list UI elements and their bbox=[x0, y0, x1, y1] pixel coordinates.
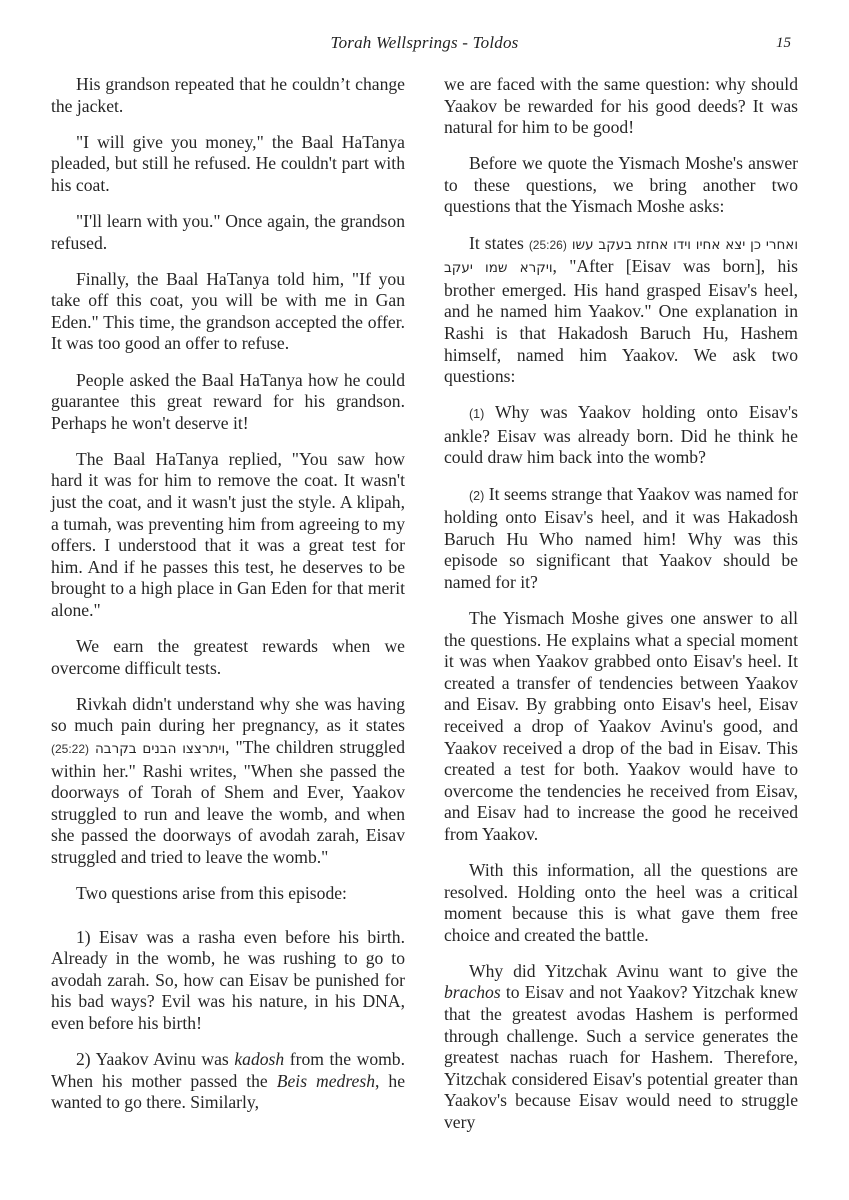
text: to Eisav and not Yaakov? Yitzchak knew that the greatest avodas Hashem is performed through challenge. Such a service generates the greatest nachas ruach for Hashem. Therefore, Yitzchak considered Eisav's potential greater than Yaakov's because Eisav would need to struggle very bbox=[444, 982, 798, 1133]
paragraph: We earn the greatest rewards when we overcome difficult tests. bbox=[51, 636, 405, 678]
question-2 bbox=[444, 484, 798, 594]
paragraph: Before we quote the Yismach Moshe's answer to these questions, we bring another two questions that the Yismach Moshe asks: bbox=[444, 153, 798, 217]
italic-term: brachos bbox=[444, 982, 501, 1003]
book-title: Torah Wellsprings - Toldos bbox=[330, 33, 519, 52]
paragraph-with-verse bbox=[444, 233, 798, 388]
text: 2) Yaakov Avinu was bbox=[76, 1049, 235, 1070]
paragraph: "I will give you money," the Baal HaTanya pleaded, but still he refused. He couldn't part with his coat. bbox=[51, 131, 405, 195]
paragraph bbox=[444, 961, 798, 1134]
page-number: 15 bbox=[776, 35, 791, 51]
paragraph: With this information, all the questions are resolved. Holding onto the heel was a critical moment because this is what gave them free choice and created the battle. bbox=[444, 860, 798, 945]
italic-term: kadosh bbox=[234, 1049, 285, 1070]
italic-term: Beis medresh bbox=[276, 1070, 375, 1091]
hebrew-quote: ואחרי כן יצא אחיו וידו אחזת בעקב עשו ויקרא שמו יעקב bbox=[444, 236, 798, 277]
text: , he wanted to go there. Similarly, bbox=[51, 1070, 405, 1113]
paragraph: His grandson repeated that he couldn’t change the jacket. bbox=[51, 74, 405, 116]
text: , "The children struggled within her." Rashi writes, "When she passed the doorways of Torah of Shem and Ever, Yaakov struggled to run and leave the womb, and when she passed the doorways of avodah zarah, Eisav struggled and tried to leave the womb." bbox=[51, 736, 405, 867]
text: Why did Yitzchak Avinu want to give the bbox=[469, 960, 798, 981]
question-1 bbox=[444, 402, 798, 469]
text: It seems strange that Yaakov was named for holding onto Eisav's heel, and it was Hakadosh Baruch Hu Who named him! Why was this episode so significant that Yaakov should be named for it? bbox=[444, 483, 798, 592]
question-2 bbox=[51, 1049, 405, 1114]
paragraph-with-verse bbox=[51, 694, 405, 869]
paragraph: The Yismach Moshe gives one answer to all the questions. He explains what a special moment it was when Yaakov grabbed onto Eisav's heel. It created a transfer of tendencies between Yaakov and Eisav. By grabbing onto Eisav's heel, Eisav received a drop of Yaakov Avinu's good, and Yaakov received a drop of the bad in Eisav. This created a test for both. Yaakov would have to overcome the tendencies he received from Eisav, and Eisav had to increase the good he received from Yaakov. bbox=[444, 607, 798, 844]
text: , "After [Eisav was born], his brother emerged. His hand grasped Eisav's heel, and he named him Yaakov." One explanation in Rashi is that Hakadosh Baruch Hu, Hashem himself, named him Yaakov. We ask two questions: bbox=[444, 256, 798, 387]
paragraph-continued: we are faced with the same question: why should Yaakov be rewarded for his good deeds? It was natural for him to be good! bbox=[444, 74, 798, 138]
verse-reference: (25:26) bbox=[528, 237, 567, 252]
text: It states bbox=[469, 232, 529, 253]
paragraph: "I'll learn with you." Once again, the grandson refused. bbox=[51, 210, 405, 253]
right-column bbox=[444, 74, 798, 1148]
question-number: (1) bbox=[469, 407, 485, 422]
text: Rivkah didn't understand why she was having so much pain during her pregnancy, as it states bbox=[51, 693, 405, 736]
hebrew-quote: ויתרצצו הבנים בקרבה bbox=[94, 740, 226, 757]
paragraph: Two questions arise from this episode: bbox=[76, 883, 347, 903]
paragraph: Finally, the Baal HaTanya told him, "If you take off this coat, you will be with me in Gan Eden." This time, the grandson accepted the offer. It was too good an offer to refuse. bbox=[51, 268, 405, 354]
question-1: 1) Eisav was a rasha even before his birth. Already in the womb, he was rushing to go to avodah zarah. So, how can Eisav be punished for his bad ways? Evil was his nature, in his DNA, even before his birth! bbox=[51, 926, 405, 1033]
paragraph: People asked the Baal HaTanya how he could guarantee this great reward for his grandson. Perhaps he won't deserve it! bbox=[51, 369, 405, 433]
text: Why was Yaakov holding onto Eisav's ankle? Eisav was already born. Did he think he could draw him back into the womb? bbox=[444, 402, 798, 468]
question-number: (2) bbox=[469, 488, 485, 503]
verse-reference: (25:22) bbox=[51, 741, 90, 756]
text: from the womb. When his mother passed the bbox=[51, 1049, 405, 1091]
left-column bbox=[51, 74, 405, 1128]
paragraph: The Baal HaTanya replied, "You saw how hard it was for him to remove the coat. It wasn't just the coat, and it wasn't just the style. A klipah, a tumah, was preventing him from agreeing to my offers. I understood that it was a great test for him. And if he passes this test, he deserves to be brought to a high place in Gan Eden for that merit alone." bbox=[51, 448, 405, 620]
running-header bbox=[0, 33, 849, 57]
